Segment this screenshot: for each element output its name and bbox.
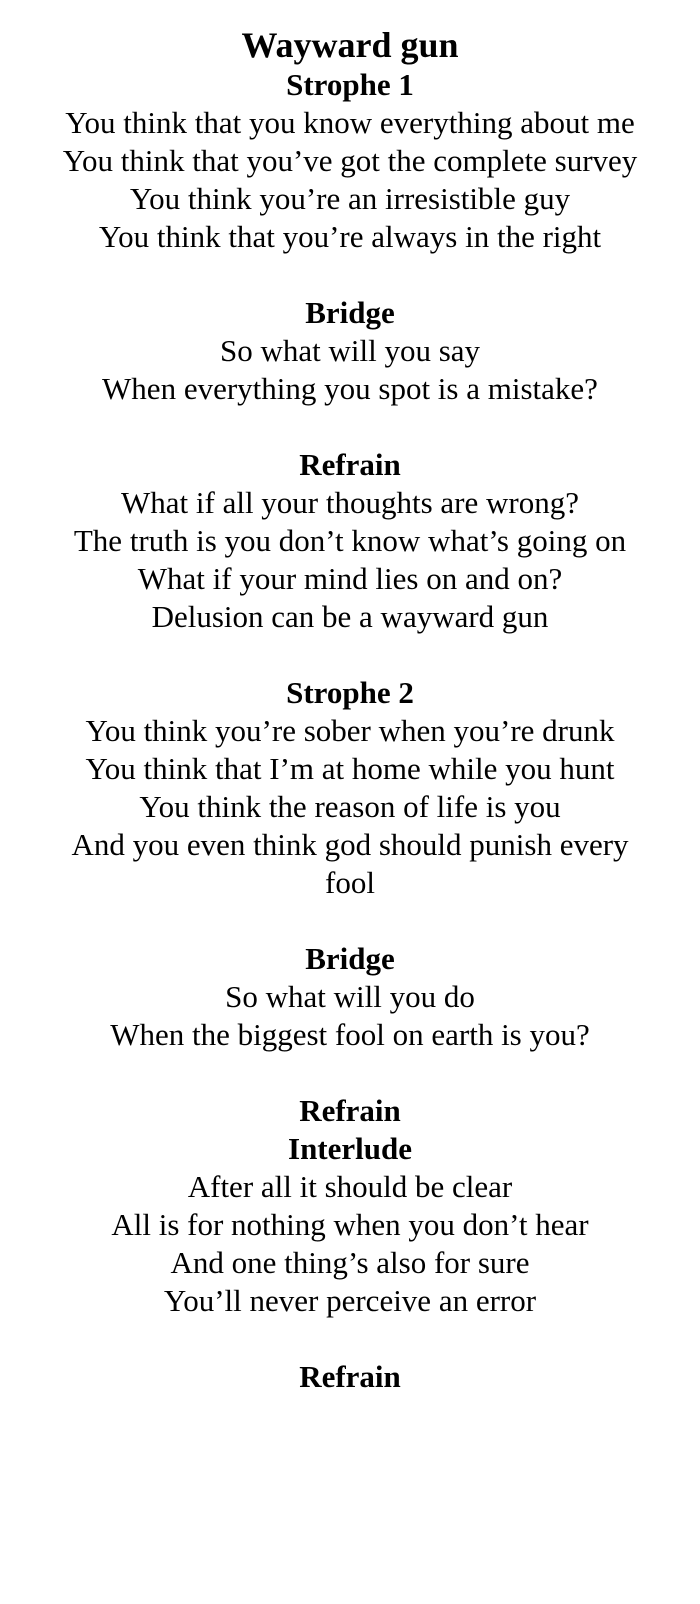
section-refrain-3 (0, 1358, 700, 1396)
section-heading: Strophe 2 (286, 675, 414, 710)
section-bridge-2 (0, 940, 700, 1054)
stanza-gap (0, 636, 700, 674)
section-heading: Refrain (299, 447, 401, 482)
section-refrain-1 (0, 446, 700, 636)
lyric-line: You’ll never perceive an error (163, 1283, 537, 1318)
section-heading: Bridge (305, 941, 395, 976)
lyric-line: The truth is you don’t know what’s going on (73, 523, 627, 558)
section-heading: Refrain (299, 1093, 401, 1128)
song-title: Wayward gun (241, 25, 459, 65)
lyric-line: You think that you’ve got the complete survey (62, 143, 638, 178)
lyric-line: You think you’re sober when you’re drunk (85, 713, 615, 748)
lyric-line: When everything you spot is a mistake? (102, 371, 598, 406)
stanza-gap (0, 1054, 700, 1092)
lyric-line: You think that you know everything about me (65, 105, 635, 140)
lyric-line: You think that you’re always in the right (98, 219, 602, 254)
lyric-line: What if your mind lies on and on? (137, 561, 563, 596)
lyric-line: So what will you do (225, 979, 475, 1014)
section-interlude (0, 1130, 700, 1320)
stanza-gap (0, 408, 700, 446)
section-strophe-2 (0, 674, 700, 902)
lyric-line: What if all your thoughts are wrong? (121, 485, 579, 520)
stanza-gap (0, 1320, 700, 1358)
lyric-line: You think that I’m at home while you hunt (85, 751, 615, 786)
stanza-gap (0, 256, 700, 294)
lyric-line: When the biggest fool on earth is you? (110, 1017, 590, 1052)
lyric-line: And you even think god should punish every fool (71, 827, 629, 900)
lyric-line: Delusion can be a wayward gun (151, 599, 549, 634)
lyric-line: All is for nothing when you don’t hear (111, 1207, 589, 1242)
section-heading: Interlude (288, 1131, 412, 1166)
lyric-line: You think you’re an irresistible guy (129, 181, 571, 216)
lyric-line: After all it should be clear (187, 1169, 513, 1204)
section-heading: Strophe 1 (286, 67, 414, 102)
lyric-line: So what will you say (219, 333, 481, 368)
section-heading: Bridge (305, 295, 395, 330)
stanza-gap (0, 902, 700, 940)
section-bridge-1 (0, 294, 700, 408)
lyric-line: And one thing’s also for sure (170, 1245, 530, 1280)
section-refrain-2 (0, 1092, 700, 1130)
section-strophe-1 (0, 66, 700, 256)
lyric-line: You think the reason of life is you (139, 789, 561, 824)
section-heading: Refrain (299, 1359, 401, 1394)
